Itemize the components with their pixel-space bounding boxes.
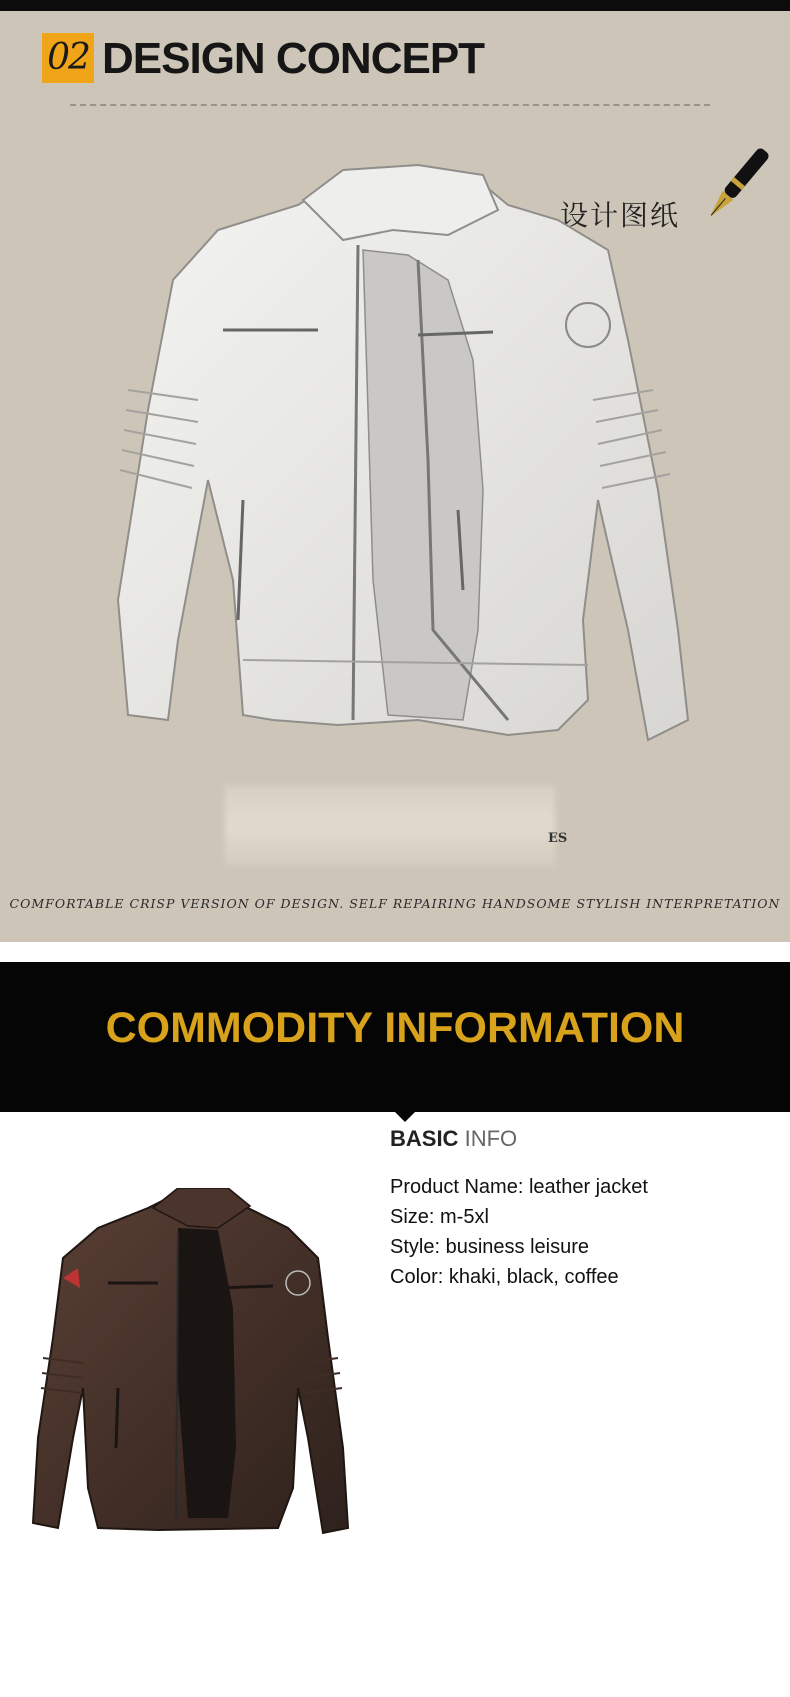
basic-info-heading-bold: BASIC [390, 1126, 459, 1151]
section-number-badge: 02 [42, 33, 94, 83]
info-row-style: Style: business leisure [390, 1236, 589, 1258]
top-border [0, 0, 790, 11]
pen-icon [690, 140, 780, 235]
product-photo [28, 1188, 358, 1548]
caption-tail-text: ES [548, 831, 568, 846]
design-tagline: COMFORTABLE CRISP VERSION OF DESIGN. SELF REPAIRING HANDSOME STYLISH INTERPRETATION [9, 896, 781, 911]
section-title: DESIGN CONCEPT [102, 34, 485, 83]
blurred-caption [225, 786, 555, 866]
dashed-divider [70, 104, 710, 106]
sketch-label: 设计图纸 [560, 199, 681, 232]
header-arrow [393, 1110, 417, 1122]
basic-info-list [390, 1172, 648, 1292]
commodity-title: COMMODITY INFORMATION [105, 1004, 685, 1052]
info-row-product-name: Product Name: leather jacket [390, 1176, 648, 1198]
info-row-size: Size: m-5xl [390, 1206, 489, 1228]
basic-info-heading-light: INFO [464, 1126, 518, 1151]
basic-info-heading [390, 1126, 517, 1152]
jacket-sketch-image [88, 160, 698, 810]
info-row-color: Color: khaki, black, coffee [390, 1266, 619, 1288]
